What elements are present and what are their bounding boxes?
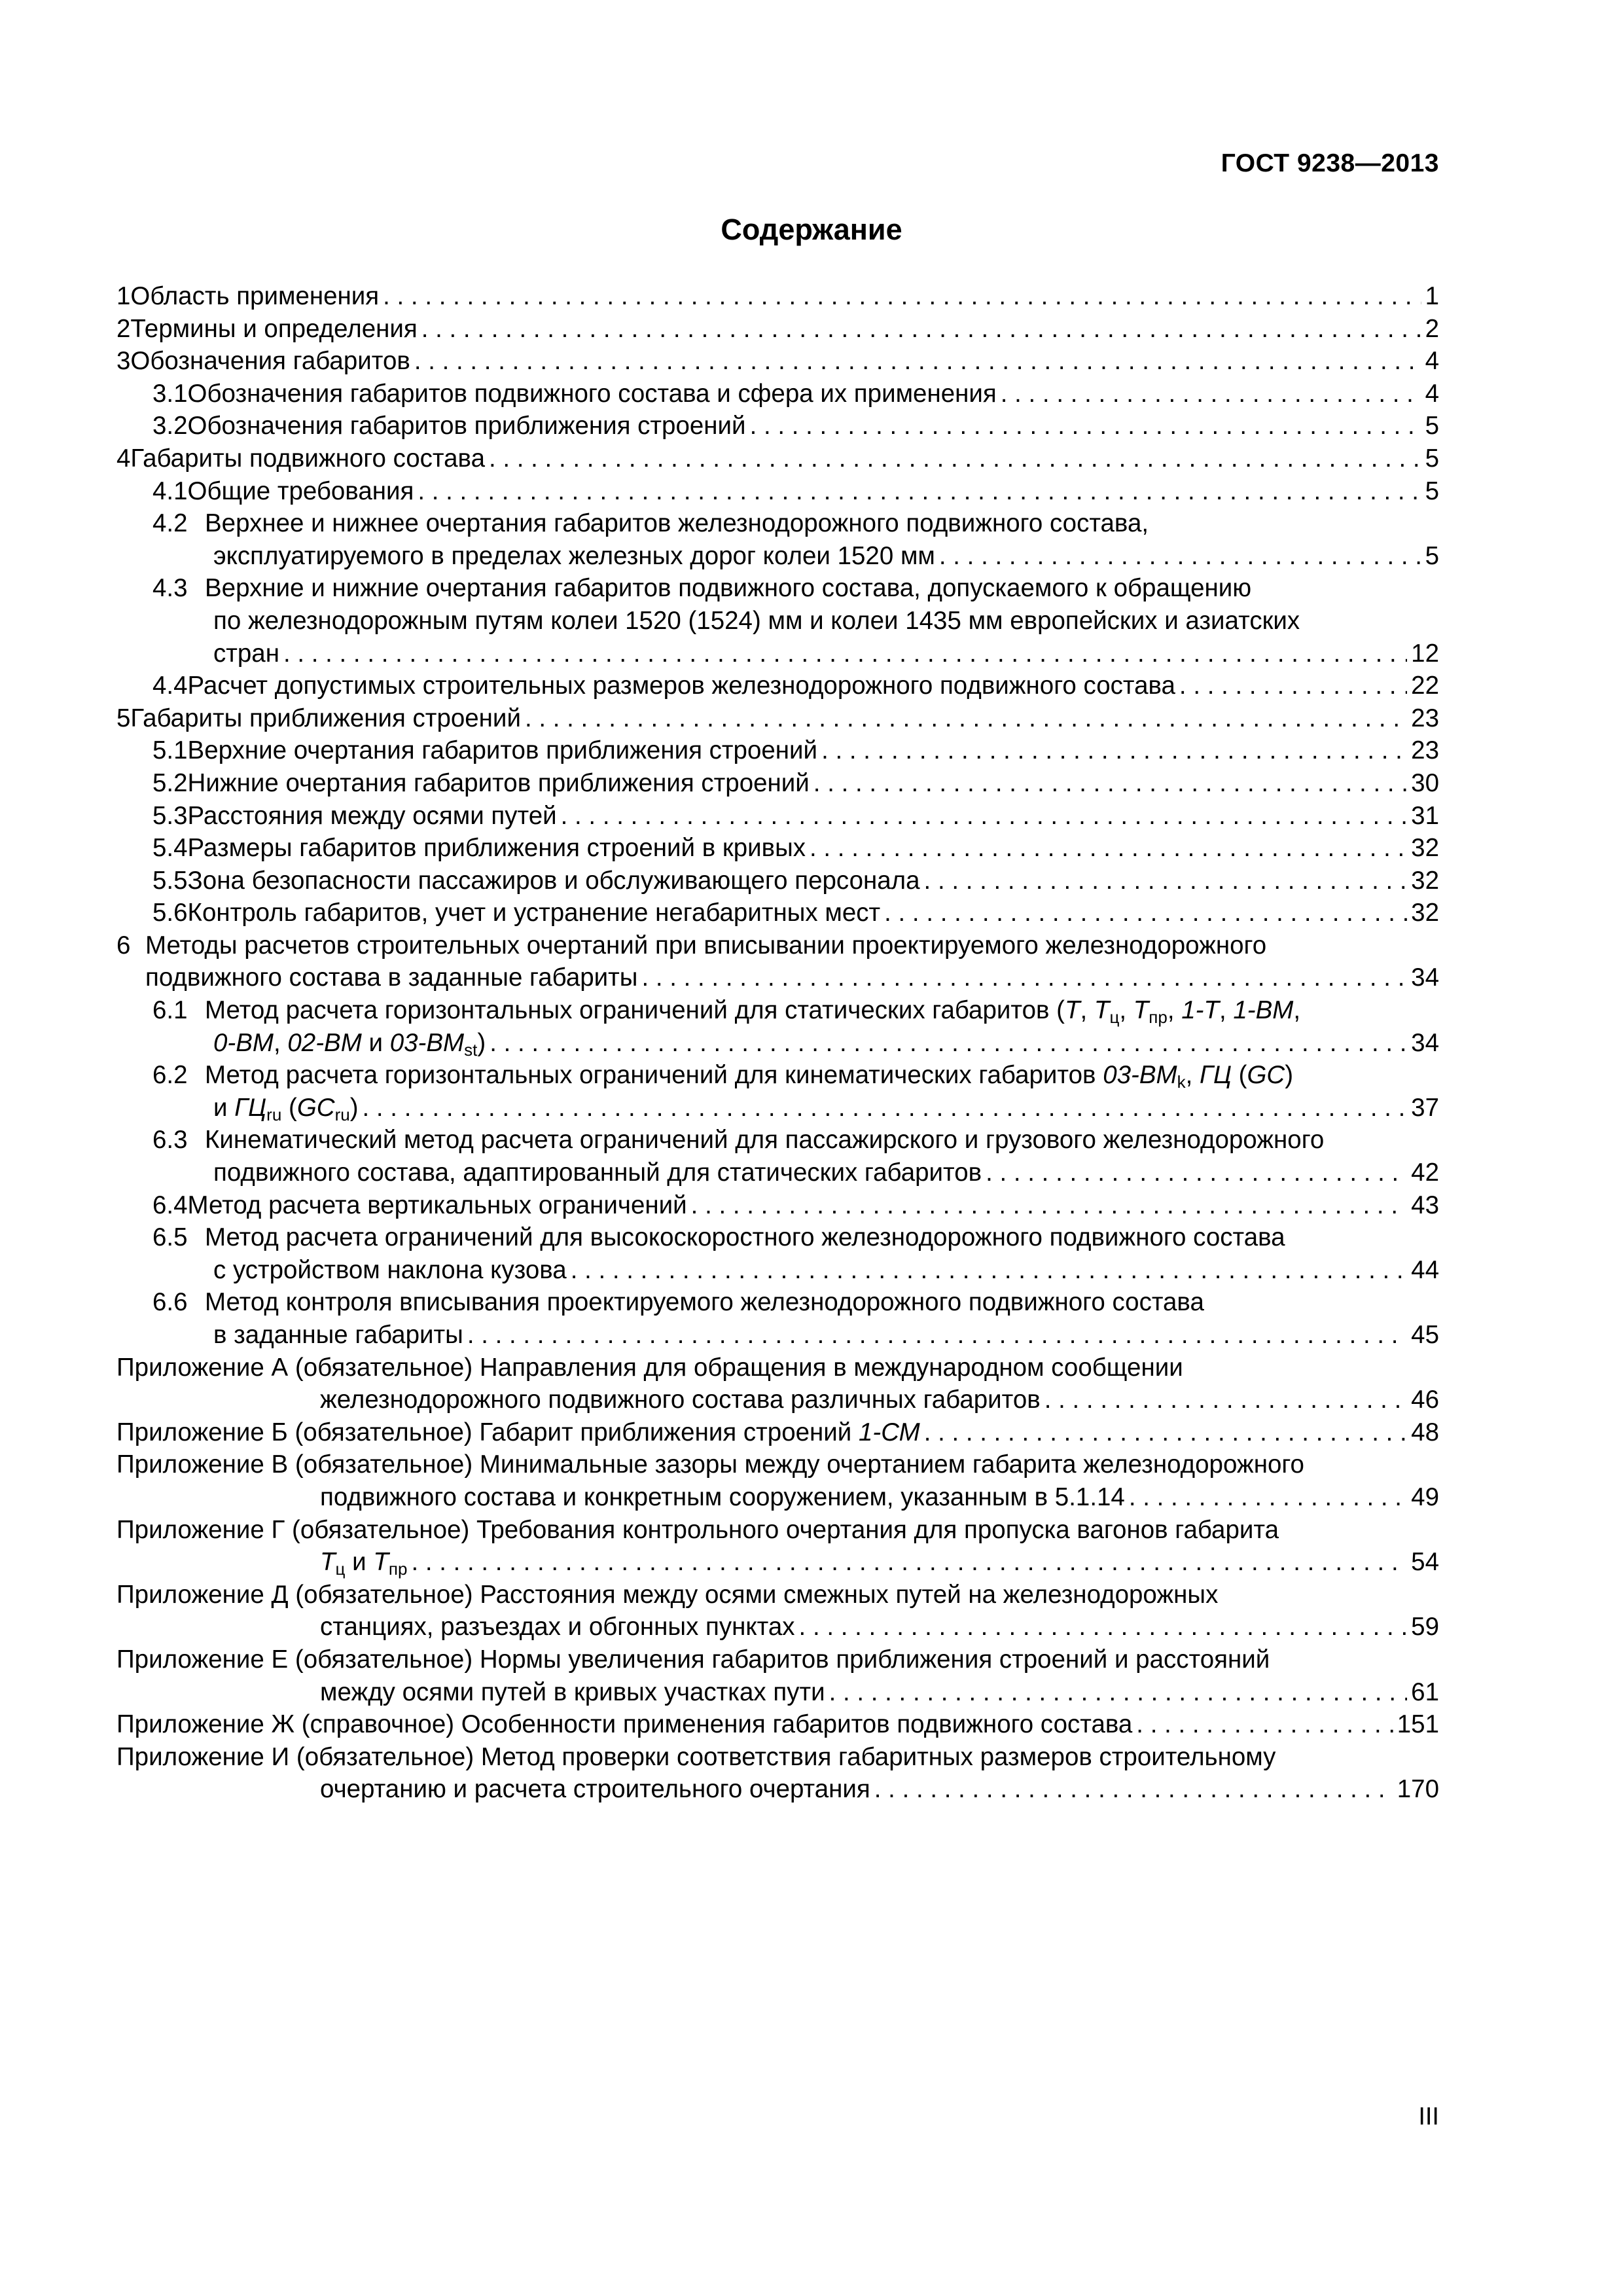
- toc-entry-continuation[interactable]: [116, 637, 1439, 670]
- toc-entry[interactable]: [116, 1124, 1439, 1157]
- table-of-contents: [116, 280, 1439, 1806]
- toc-leader: [571, 1254, 1407, 1287]
- toc-number: 6.4: [152, 1191, 188, 1219]
- toc-title: Обозначения габаритов подвижного состава и сфера их применения: [187, 379, 997, 408]
- toc-page: 34: [1411, 963, 1439, 992]
- toc-leader: [383, 280, 1421, 313]
- toc-page: 22: [1411, 672, 1439, 700]
- appendix-entry[interactable]: [116, 1514, 1439, 1547]
- appendix-entry-continuation[interactable]: [116, 1384, 1439, 1416]
- appendix-entry[interactable]: [116, 1352, 1439, 1384]
- toc-page: 32: [1411, 899, 1439, 927]
- toc-number: 2: [116, 314, 131, 343]
- toc-page: 43: [1411, 1191, 1439, 1219]
- toc-entry[interactable]: [116, 800, 1439, 833]
- toc-number: 5.2: [152, 768, 188, 797]
- toc-entry[interactable]: [116, 378, 1439, 410]
- toc-leader: [1179, 670, 1407, 702]
- toc-title: Кинематический метод расчета ограничений для пассажирского и грузового железнодорожного: [205, 1126, 1325, 1155]
- toc-entry-continuation[interactable]: [116, 1254, 1439, 1287]
- toc-leader: [874, 1773, 1393, 1806]
- toc-page: 49: [1411, 1482, 1439, 1511]
- toc-leader: [1136, 1708, 1393, 1741]
- toc-page: 170: [1397, 1775, 1439, 1804]
- toc-page: 30: [1411, 768, 1439, 797]
- toc-leader: [986, 1157, 1407, 1189]
- toc-leader: [884, 897, 1407, 929]
- toc-title: Размеры габаритов приближения строений в кривых: [187, 834, 806, 863]
- toc-leader: [1044, 1384, 1407, 1416]
- toc-title: по железнодорожным путям колеи 1520 (1524) мм и колеи 1435 мм европейских и азиатских: [213, 606, 1300, 635]
- toc-number: 4.4: [152, 672, 188, 700]
- toc-page: 5: [1425, 412, 1439, 440]
- appendix-title: Приложение Г (обязательное) Требования контрольного очертания для пропуска вагонов габарита: [116, 1515, 1279, 1544]
- toc-title: Общие требования: [187, 476, 414, 505]
- toc-number: 6: [116, 931, 131, 960]
- toc-title: Обозначения габаритов: [130, 347, 410, 376]
- toc-title: Верхние очертания габаритов приближения строений: [187, 736, 818, 765]
- toc-leader: [924, 1416, 1407, 1449]
- toc-page: 5: [1425, 444, 1439, 473]
- toc-page: 45: [1411, 1321, 1439, 1349]
- toc-page: 46: [1411, 1386, 1439, 1414]
- toc-entry[interactable]: [116, 897, 1439, 929]
- toc-leader: [418, 475, 1421, 508]
- toc-title: Расстояния между осями путей: [187, 801, 557, 830]
- toc-title: с устройством наклона кузова: [213, 1255, 567, 1284]
- toc-page: 4: [1425, 347, 1439, 376]
- toc-title: Габариты подвижного состава: [130, 444, 485, 473]
- toc-entry[interactable]: [116, 475, 1439, 508]
- toc-entry[interactable]: [116, 280, 1439, 313]
- toc-title: Область применения: [130, 282, 380, 310]
- toc-leader: [411, 1546, 1407, 1579]
- toc-title: Метод расчета горизонтальных ограничений для кинематических габаритов $03-ВМ_k$, ГЦ (GC): [205, 1061, 1294, 1092]
- toc-number: 3: [116, 347, 131, 376]
- toc-entry-continuation[interactable]: [116, 540, 1439, 573]
- toc-number: 4.3: [152, 574, 188, 603]
- toc-page: 32: [1411, 834, 1439, 863]
- toc-title: в заданные габариты: [213, 1321, 463, 1349]
- toc-leader: [421, 313, 1421, 346]
- appendix-entry-continuation[interactable]: [116, 1676, 1439, 1709]
- toc-number: 3.2: [152, 412, 188, 440]
- toc-number: 4.1: [152, 476, 188, 505]
- toc-entry-continuation[interactable]: [116, 1157, 1439, 1189]
- toc-number: 4.2: [152, 509, 188, 538]
- toc-number: 6.6: [152, 1288, 188, 1317]
- toc-title: стран: [213, 639, 279, 668]
- appendix-title: Приложение И (обязательное) Метод проверки соответствия габаритных размеров строительному: [116, 1742, 1276, 1771]
- toc-leader: [1001, 378, 1421, 410]
- toc-leader: [813, 767, 1407, 800]
- appendix-entry[interactable]: [116, 1416, 1439, 1449]
- appendix-title: очертанию и расчета строительного очертания: [320, 1775, 870, 1804]
- toc-number: 6.3: [152, 1126, 188, 1155]
- toc-leader: [641, 961, 1407, 994]
- toc-number: 6.5: [152, 1223, 188, 1252]
- toc-title: Контроль габаритов, учет и устранение негабаритных мест: [187, 899, 881, 927]
- appendix-title: Приложение А (обязательное) Направления для обращения в международном сообщении: [116, 1353, 1183, 1382]
- toc-page: 31: [1411, 801, 1439, 830]
- toc-page: 151: [1397, 1710, 1439, 1739]
- toc-title: Обозначения габаритов приближения строений: [187, 412, 746, 440]
- toc-entry[interactable]: [116, 572, 1439, 605]
- toc-number: 3.1: [152, 379, 188, 408]
- appendix-title: между осями путей в кривых участках пути: [320, 1677, 825, 1706]
- toc-page: 5: [1425, 476, 1439, 505]
- toc-leader: [561, 800, 1408, 833]
- toc-page: 42: [1411, 1158, 1439, 1187]
- appendix-entry-continuation[interactable]: [116, 1611, 1439, 1643]
- toc-title: Метод контроля вписывания проектируемого железнодорожного подвижного состава: [205, 1288, 1204, 1317]
- toc-entry[interactable]: [116, 1286, 1439, 1319]
- page-number: III: [1418, 2103, 1439, 2130]
- toc-leader: [414, 345, 1421, 378]
- toc-title: Метод расчета ограничений для высокоскоростного железнодорожного подвижного состава: [205, 1223, 1285, 1252]
- toc-number: 5.5: [152, 866, 188, 895]
- toc-title: Метод расчета горизонтальных ограничений для статических габаритов (Т, $Т_ц$, $Т_{пр}$, 1-Т, 1-ВМ,: [205, 996, 1301, 1028]
- toc-entry[interactable]: [116, 865, 1439, 897]
- toc-entry[interactable]: [116, 507, 1439, 540]
- toc-leader: [363, 1092, 1408, 1124]
- toc-entry[interactable]: [116, 670, 1439, 702]
- appendix-title: Приложение Ж (справочное) Особенности применения габаритов подвижного состава: [116, 1710, 1133, 1739]
- toc-title: Методы расчетов строительных очертаний при вписывании проектируемого железнодорожного: [145, 931, 1267, 960]
- toc-number: 6.1: [152, 996, 188, 1025]
- toc-entry-continuation[interactable]: [116, 605, 1439, 637]
- page-title: Содержание: [721, 213, 902, 246]
- toc-leader: [467, 1319, 1407, 1352]
- toc-page: 61: [1411, 1677, 1439, 1706]
- toc-entry[interactable]: [116, 1221, 1439, 1254]
- toc-page: 12: [1411, 639, 1439, 668]
- toc-leader: [490, 1027, 1407, 1060]
- appendix-title: Приложение Д (обязательное) Расстояния между осями смежных путей на железнодорожных: [116, 1580, 1219, 1609]
- appendix-entry[interactable]: [116, 1643, 1439, 1676]
- appendix-title: железнодорожного подвижного состава различных габаритов: [320, 1386, 1041, 1414]
- toc-leader: [283, 637, 1407, 670]
- appendix-entry-continuation[interactable]: [116, 1773, 1439, 1806]
- toc-entry[interactable]: [116, 313, 1439, 346]
- toc-leader: [489, 442, 1421, 475]
- toc-page: 23: [1411, 704, 1439, 732]
- toc-title: Зона безопасности пассажиров и обслуживающего персонала: [187, 866, 920, 895]
- appendix-title: $Т_ц$ и $Т_{пр}$: [320, 1548, 408, 1579]
- toc-entry-continuation[interactable]: [116, 1027, 1439, 1060]
- toc-title: Метод расчета вертикальных ограничений: [187, 1191, 687, 1219]
- toc-entry[interactable]: [116, 994, 1439, 1027]
- appendix-title: Приложение Б (обязательное) Габарит приближения строений 1-СМ: [116, 1418, 920, 1446]
- toc-entry[interactable]: [116, 702, 1439, 735]
- toc-entry[interactable]: [116, 832, 1439, 865]
- toc-leader: [1129, 1481, 1407, 1514]
- toc-leader: [799, 1611, 1408, 1643]
- toc-entry-continuation[interactable]: [116, 1092, 1439, 1124]
- toc-number: 1: [116, 282, 131, 310]
- toc-title: Расчет допустимых строительных размеров железнодорожного подвижного состава: [187, 672, 1175, 700]
- toc-leader: [924, 865, 1408, 897]
- toc-title: 0-ВМ, 02-ВМ и $03-ВМ_{st}$): [213, 1028, 486, 1060]
- appendix-entry[interactable]: [116, 1741, 1439, 1774]
- toc-title: подвижного состава в заданные габариты: [145, 963, 638, 992]
- appendix-title: станциях, разъездах и обгонных пунктах: [320, 1613, 795, 1641]
- toc-page: 37: [1411, 1093, 1439, 1122]
- toc-leader: [525, 702, 1407, 735]
- appendix-title: Приложение В (обязательное) Минимальные зазоры между очертанием габарита железнодорожного: [116, 1450, 1304, 1479]
- toc-leader: [691, 1189, 1408, 1222]
- appendix-entry[interactable]: [116, 1708, 1439, 1741]
- toc-page: 54: [1411, 1548, 1439, 1577]
- toc-leader: [829, 1676, 1408, 1709]
- toc-number: 5.6: [152, 899, 188, 927]
- toc-title: Термины и определения: [130, 314, 418, 343]
- toc-leader: [821, 734, 1407, 767]
- toc-entry[interactable]: [116, 767, 1439, 800]
- toc-number: 5: [116, 704, 131, 732]
- toc-entry-continuation[interactable]: [116, 961, 1439, 994]
- toc-leader: [750, 410, 1421, 442]
- toc-title: и $ГЦ_{ru}$ $(GC_{ru})$: [213, 1093, 359, 1124]
- toc-title: Габариты приближения строений: [130, 704, 521, 732]
- toc-title: Верхние и нижние очертания габаритов подвижного состава, допускаемого к обращению: [205, 574, 1252, 603]
- document-code: ГОСТ 9238—2013: [1221, 149, 1439, 177]
- toc-number: 5.1: [152, 736, 188, 765]
- toc-title: Нижние очертания габаритов приближения строений: [187, 768, 810, 797]
- appendix-entry[interactable]: [116, 1448, 1439, 1481]
- toc-page: 4: [1425, 379, 1439, 408]
- toc-title: эксплуатируемого в пределах железных дорог колеи 1520 мм: [213, 541, 935, 570]
- toc-entry[interactable]: [116, 1189, 1439, 1222]
- toc-entry[interactable]: [116, 410, 1439, 442]
- toc-page: 1: [1425, 282, 1439, 310]
- toc-page: 44: [1411, 1255, 1439, 1284]
- toc-number: 6.2: [152, 1061, 188, 1090]
- appendix-entry-continuation[interactable]: [116, 1546, 1439, 1579]
- toc-entry[interactable]: [116, 929, 1439, 962]
- toc-page: 34: [1411, 1028, 1439, 1057]
- toc-page: 5: [1425, 541, 1439, 570]
- toc-page: 48: [1411, 1418, 1439, 1446]
- appendix-entry-continuation[interactable]: [116, 1481, 1439, 1514]
- toc-page: 32: [1411, 866, 1439, 895]
- toc-entry[interactable]: [116, 1059, 1439, 1092]
- toc-entry-continuation[interactable]: [116, 1319, 1439, 1352]
- appendix-title: подвижного состава и конкретным сооружением, указанным в 5.1.14: [320, 1482, 1125, 1511]
- toc-page: 23: [1411, 736, 1439, 765]
- toc-entry[interactable]: [116, 734, 1439, 767]
- toc-title: подвижного состава, адаптированный для статических габаритов: [213, 1158, 982, 1187]
- toc-leader: [810, 832, 1407, 865]
- appendix-entry[interactable]: [116, 1579, 1439, 1611]
- toc-number: 5.4: [152, 834, 188, 863]
- toc-number: 5.3: [152, 801, 188, 830]
- toc-title: Верхнее и нижнее очертания габаритов железнодорожного подвижного состава,: [205, 509, 1149, 538]
- toc-entry[interactable]: [116, 442, 1439, 475]
- appendix-title: Приложение Е (обязательное) Нормы увеличения габаритов приближения строений и расстояний: [116, 1645, 1270, 1674]
- toc-page: 2: [1425, 314, 1439, 343]
- toc-number: 4: [116, 444, 131, 473]
- toc-entry[interactable]: [116, 345, 1439, 378]
- toc-leader: [939, 540, 1421, 573]
- toc-page: 59: [1411, 1613, 1439, 1641]
